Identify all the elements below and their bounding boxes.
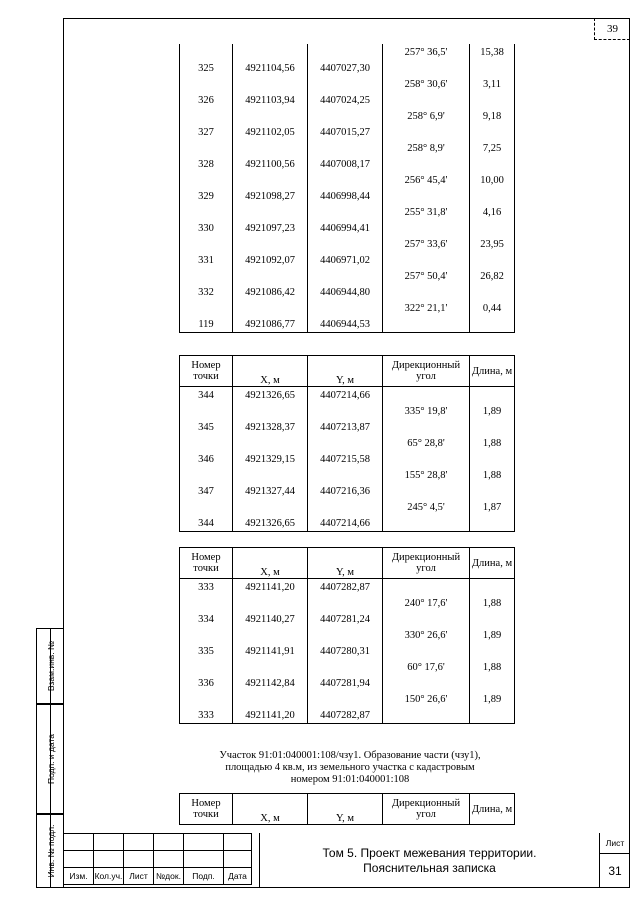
cell-point <box>180 172 233 188</box>
cell-point <box>180 236 233 252</box>
cell-y <box>308 236 383 252</box>
header-y: Y, м <box>308 794 383 825</box>
cell-y <box>308 435 383 451</box>
cell-length <box>470 284 515 300</box>
cell-point <box>180 76 233 92</box>
cell-y: 4406944,53 <box>308 316 383 333</box>
cell-y: 4407213,87 <box>308 419 383 435</box>
segment-row <box>180 403 515 419</box>
cell-x <box>233 108 308 124</box>
cell-angle: 258° 8,9' <box>383 140 470 156</box>
cell-y: 4406971,02 <box>308 252 383 268</box>
cell-point: 333 <box>180 579 233 596</box>
cell-x: 4921327,44 <box>233 483 308 499</box>
cell-length: 1,88 <box>470 595 515 611</box>
cell-length: 1,87 <box>470 499 515 515</box>
sidebar-label-sign: Подп. и дата <box>46 733 56 785</box>
stamp-col-change: Изм. <box>64 868 94 885</box>
segment-row <box>180 659 515 675</box>
table-header-row <box>180 548 515 579</box>
cell-x <box>233 595 308 611</box>
cell-point <box>180 691 233 707</box>
cell-y <box>308 659 383 675</box>
cell-point: 326 <box>180 92 233 108</box>
cell-x <box>233 204 308 220</box>
cell-angle: 155° 28,8' <box>383 467 470 483</box>
cell-point <box>180 204 233 220</box>
cell-x: 4921140,27 <box>233 611 308 627</box>
coordinates-table-2 <box>179 355 515 532</box>
cell-length: 9,18 <box>470 108 515 124</box>
cell-angle: 335° 19,8' <box>383 403 470 419</box>
point-row <box>180 252 515 268</box>
cell-y: 4406994,41 <box>308 220 383 236</box>
cell-y: 4407281,24 <box>308 611 383 627</box>
cell-point: 335 <box>180 643 233 659</box>
segment-row <box>180 627 515 643</box>
stamp-col-doc: №док. <box>154 868 184 885</box>
cell-x <box>233 403 308 419</box>
cell-angle <box>383 579 470 596</box>
cell-point: 336 <box>180 675 233 691</box>
header-length: Длина, м <box>470 794 515 825</box>
title-block <box>63 833 630 888</box>
segment-row <box>180 204 515 220</box>
cell-x <box>233 467 308 483</box>
description-line-2: площадью 4 кв.м, из земельного участка с кадастровым <box>225 762 475 773</box>
cell-point <box>180 467 233 483</box>
cell-x <box>233 44 308 60</box>
description-line-1: Участок 91:01:040001:108/чзу1. Образование части (чзу1), <box>219 750 481 761</box>
document-title-line-2: Пояснительная записка <box>363 861 496 875</box>
segment-row <box>180 172 515 188</box>
cell-length <box>470 419 515 435</box>
sheet-box <box>599 833 630 888</box>
cell-x: 4921100,56 <box>233 156 308 172</box>
header-point: Номер точки <box>180 356 233 387</box>
cell-angle: 240° 17,6' <box>383 595 470 611</box>
cell-length: 1,88 <box>470 467 515 483</box>
cell-length: 4,16 <box>470 204 515 220</box>
cell-angle <box>383 419 470 435</box>
cell-angle: 330° 26,6' <box>383 627 470 643</box>
cell-x <box>233 435 308 451</box>
point-row <box>180 579 515 596</box>
header-y: Y, м <box>308 548 383 579</box>
cell-point <box>180 403 233 419</box>
segment-row <box>180 76 515 92</box>
cell-length <box>470 387 515 404</box>
cell-length <box>470 675 515 691</box>
cell-point <box>180 499 233 515</box>
cell-length <box>470 707 515 724</box>
cell-length <box>470 643 515 659</box>
cell-point: 328 <box>180 156 233 172</box>
cell-point <box>180 627 233 643</box>
header-angle: Дирекционный угол <box>383 356 470 387</box>
cell-length <box>470 316 515 333</box>
cell-y: 4407215,58 <box>308 451 383 467</box>
cell-x: 4921092,07 <box>233 252 308 268</box>
coordinates-table-1 <box>179 44 515 333</box>
cell-point: 331 <box>180 252 233 268</box>
cell-point: 329 <box>180 188 233 204</box>
point-row <box>180 316 515 333</box>
header-length: Длина, м <box>470 548 515 579</box>
cell-y <box>308 44 383 60</box>
segment-row <box>180 108 515 124</box>
cell-length: 23,95 <box>470 236 515 252</box>
cell-point: 332 <box>180 284 233 300</box>
cell-y <box>308 627 383 643</box>
cell-x: 4921141,91 <box>233 643 308 659</box>
cell-point: 330 <box>180 220 233 236</box>
cell-point: 333 <box>180 707 233 724</box>
cell-length <box>470 220 515 236</box>
cell-length: 1,89 <box>470 691 515 707</box>
cell-angle <box>383 60 470 76</box>
header-y: Y, м <box>308 356 383 387</box>
cell-x: 4921326,65 <box>233 515 308 532</box>
cell-point <box>180 44 233 60</box>
coordinates-table-4-header <box>179 793 515 825</box>
cell-length <box>470 451 515 467</box>
cell-length: 7,25 <box>470 140 515 156</box>
cell-angle <box>383 124 470 140</box>
cell-x: 4921097,23 <box>233 220 308 236</box>
cell-x: 4921098,27 <box>233 188 308 204</box>
cell-length <box>470 515 515 532</box>
cell-x <box>233 499 308 515</box>
cell-angle <box>383 451 470 467</box>
cell-y <box>308 76 383 92</box>
cell-angle: 257° 33,6' <box>383 236 470 252</box>
segment-row <box>180 300 515 316</box>
cell-y: 4406998,44 <box>308 188 383 204</box>
cell-y: 4407015,27 <box>308 124 383 140</box>
cell-point: 327 <box>180 124 233 140</box>
segment-row <box>180 467 515 483</box>
point-row <box>180 483 515 499</box>
cell-x: 4921086,77 <box>233 316 308 333</box>
description-line-3: номером 91:01:040001:108 <box>290 774 410 785</box>
cell-length: 3,11 <box>470 76 515 92</box>
segment-row <box>180 595 515 611</box>
cell-x <box>233 140 308 156</box>
header-length: Длина, м <box>470 356 515 387</box>
cell-point: 334 <box>180 611 233 627</box>
sidebar-label-inventory: Инв. № подл. <box>46 824 56 878</box>
sidebar-label-replace: Взам.инв. № <box>46 640 56 692</box>
cell-x <box>233 76 308 92</box>
cell-angle: 257° 50,4' <box>383 268 470 284</box>
cell-y <box>308 691 383 707</box>
stamp-col-sheet: Лист <box>124 868 154 885</box>
cell-angle: 245° 4,5' <box>383 499 470 515</box>
cell-point <box>180 659 233 675</box>
cell-y: 4407282,87 <box>308 707 383 724</box>
cell-x <box>233 659 308 675</box>
cell-point: 344 <box>180 387 233 404</box>
cell-point: 345 <box>180 419 233 435</box>
segment-row <box>180 236 515 252</box>
cell-length <box>470 611 515 627</box>
cell-angle: 258° 30,6' <box>383 76 470 92</box>
segment-row <box>180 435 515 451</box>
cell-length: 10,00 <box>470 172 515 188</box>
table-header-row <box>180 794 515 825</box>
cell-point: 325 <box>180 60 233 76</box>
cell-angle: 258° 6,9' <box>383 108 470 124</box>
segment-row <box>180 691 515 707</box>
cell-angle <box>383 611 470 627</box>
cell-y <box>308 172 383 188</box>
cell-angle: 257° 36,5' <box>383 44 470 60</box>
cell-y: 4407281,94 <box>308 675 383 691</box>
section-description <box>186 750 514 786</box>
point-row <box>180 515 515 532</box>
header-x: X, м <box>233 356 308 387</box>
stamp-col-count: Кол.уч. <box>94 868 124 885</box>
stamp-col-sign: Подп. <box>184 868 224 885</box>
cell-angle <box>383 483 470 499</box>
segment-row <box>180 44 515 60</box>
cell-y: 4407216,36 <box>308 483 383 499</box>
sheet-number: 31 <box>608 864 622 878</box>
cell-length <box>470 124 515 140</box>
cell-angle <box>383 387 470 404</box>
point-row <box>180 611 515 627</box>
header-point: Номер точки <box>180 548 233 579</box>
cell-length: 15,38 <box>470 44 515 60</box>
document-title-line-1: Том 5. Проект межевания территории. <box>322 846 537 860</box>
cell-x <box>233 300 308 316</box>
cell-y: 4407027,30 <box>308 60 383 76</box>
cell-angle: 150° 26,6' <box>383 691 470 707</box>
document-title <box>259 833 599 888</box>
point-row <box>180 451 515 467</box>
point-row <box>180 188 515 204</box>
cell-y: 4407282,87 <box>308 579 383 596</box>
cell-x: 4921086,42 <box>233 284 308 300</box>
point-row <box>180 220 515 236</box>
cell-y <box>308 499 383 515</box>
cell-angle: 255° 31,8' <box>383 204 470 220</box>
cell-y: 4406944,80 <box>308 284 383 300</box>
cell-length: 1,88 <box>470 435 515 451</box>
cell-y: 4407280,31 <box>308 643 383 659</box>
point-row <box>180 60 515 76</box>
cell-angle <box>383 252 470 268</box>
cell-length <box>470 188 515 204</box>
cell-length <box>470 252 515 268</box>
cell-y <box>308 467 383 483</box>
cell-point <box>180 300 233 316</box>
point-row <box>180 124 515 140</box>
cell-x: 4921104,56 <box>233 60 308 76</box>
table-header-row <box>180 356 515 387</box>
cell-y <box>308 403 383 419</box>
cell-y <box>308 108 383 124</box>
header-angle: Дирекционный угол <box>383 794 470 825</box>
cell-x: 4921329,15 <box>233 451 308 467</box>
sheet-label: Лист <box>600 833 630 854</box>
cell-length: 1,89 <box>470 627 515 643</box>
cell-angle <box>383 284 470 300</box>
cell-y <box>308 300 383 316</box>
cell-x <box>233 268 308 284</box>
cell-point: 344 <box>180 515 233 532</box>
point-row <box>180 387 515 404</box>
cell-y: 4407024,25 <box>308 92 383 108</box>
cell-length: 26,82 <box>470 268 515 284</box>
cell-angle: 322° 21,1' <box>383 300 470 316</box>
cell-x: 4921102,05 <box>233 124 308 140</box>
cell-angle <box>383 220 470 236</box>
stamp-col-date: Дата <box>224 868 252 885</box>
coordinates-table-3 <box>179 547 515 724</box>
segment-row <box>180 268 515 284</box>
cell-length <box>470 60 515 76</box>
header-x: X, м <box>233 794 308 825</box>
cell-x: 4921141,20 <box>233 579 308 596</box>
cell-point: 347 <box>180 483 233 499</box>
sidebar-divider <box>50 628 51 888</box>
header-x: X, м <box>233 548 308 579</box>
segment-row <box>180 140 515 156</box>
cell-y <box>308 140 383 156</box>
cell-x: 4921328,37 <box>233 419 308 435</box>
cell-angle <box>383 675 470 691</box>
cell-angle <box>383 707 470 724</box>
cell-angle: 256° 45,4' <box>383 172 470 188</box>
point-row <box>180 707 515 724</box>
point-row <box>180 92 515 108</box>
cell-length <box>470 483 515 499</box>
cell-x <box>233 236 308 252</box>
cell-angle: 60° 17,6' <box>383 659 470 675</box>
cell-angle <box>383 316 470 333</box>
cell-angle <box>383 515 470 532</box>
cell-x <box>233 172 308 188</box>
cell-x: 4921141,20 <box>233 707 308 724</box>
point-row <box>180 643 515 659</box>
cell-point <box>180 595 233 611</box>
point-row <box>180 675 515 691</box>
cell-length <box>470 579 515 596</box>
cell-y <box>308 204 383 220</box>
cell-length: 1,88 <box>470 659 515 675</box>
point-row <box>180 284 515 300</box>
point-row <box>180 156 515 172</box>
cell-angle <box>383 156 470 172</box>
cell-x: 4921326,65 <box>233 387 308 404</box>
cell-y: 4407214,66 <box>308 515 383 532</box>
cell-point <box>180 268 233 284</box>
cell-x <box>233 691 308 707</box>
cell-point: 346 <box>180 451 233 467</box>
cell-length <box>470 92 515 108</box>
cell-angle <box>383 92 470 108</box>
cell-x <box>233 627 308 643</box>
segment-row <box>180 499 515 515</box>
point-row <box>180 419 515 435</box>
cell-point <box>180 140 233 156</box>
cell-y: 4407214,66 <box>308 387 383 404</box>
header-angle: Дирекционный угол <box>383 548 470 579</box>
cell-length <box>470 156 515 172</box>
cell-angle <box>383 188 470 204</box>
cell-point: 119 <box>180 316 233 333</box>
cell-angle: 65° 28,8' <box>383 435 470 451</box>
cell-y: 4407008,17 <box>308 156 383 172</box>
cell-y <box>308 595 383 611</box>
cell-x: 4921103,94 <box>233 92 308 108</box>
title-block-grid <box>63 833 252 885</box>
cell-length: 1,89 <box>470 403 515 419</box>
cell-length: 0,44 <box>470 300 515 316</box>
cell-x: 4921142,84 <box>233 675 308 691</box>
cell-y <box>308 268 383 284</box>
cell-angle <box>383 643 470 659</box>
header-point: Номер точки <box>180 794 233 825</box>
page-number-top: 39 <box>594 18 630 40</box>
cell-point <box>180 435 233 451</box>
cell-point <box>180 108 233 124</box>
